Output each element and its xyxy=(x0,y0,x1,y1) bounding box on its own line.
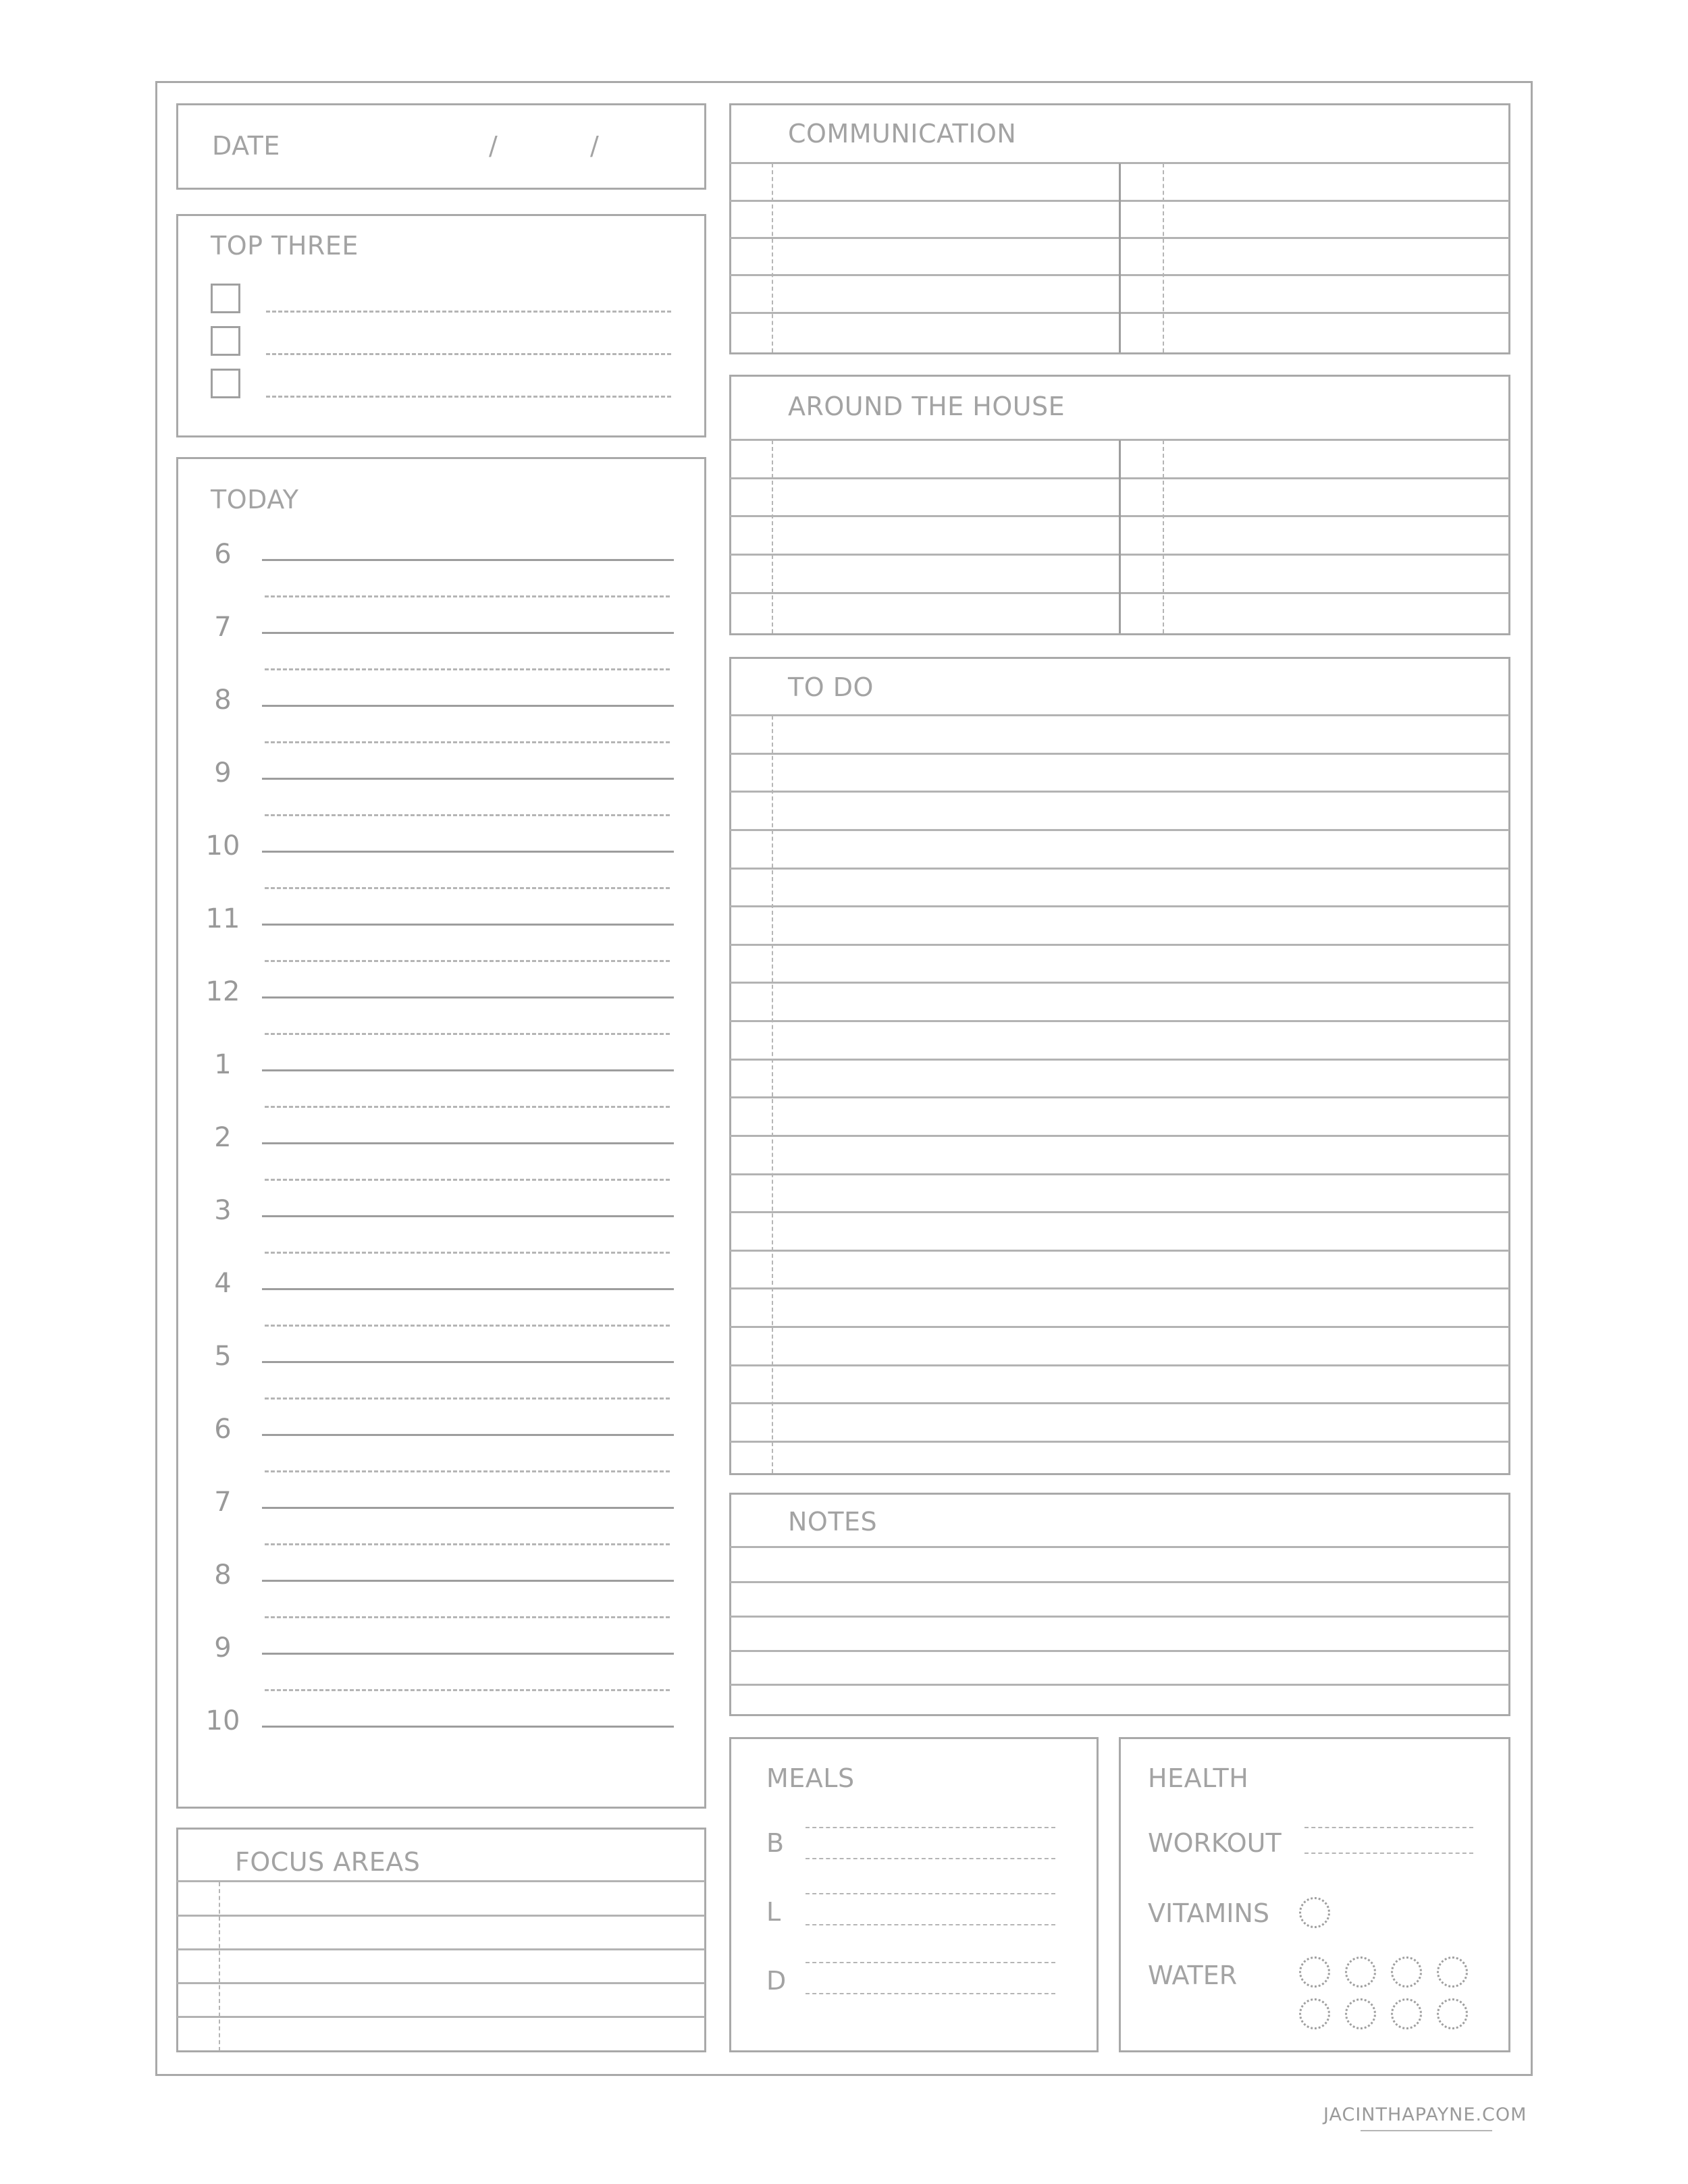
water-label: WATER xyxy=(1148,1961,1238,1990)
hour-line[interactable] xyxy=(262,632,674,634)
half-hour-line[interactable] xyxy=(265,1033,670,1035)
hour-line[interactable] xyxy=(262,1215,674,1217)
meal-lunch-label: L xyxy=(766,1897,781,1927)
todo-line[interactable] xyxy=(730,714,1509,716)
margin-line xyxy=(1163,440,1164,633)
margin-line xyxy=(772,163,773,352)
todo-line[interactable] xyxy=(730,1326,1509,1328)
hour-label: 3 xyxy=(214,1195,232,1226)
half-hour-line[interactable] xyxy=(265,1325,670,1327)
hour-line[interactable] xyxy=(262,705,674,707)
water-circle[interactable] xyxy=(1345,1998,1376,2029)
date-box xyxy=(176,103,706,190)
meals-title: MEALS xyxy=(766,1763,855,1793)
hour-label: 2 xyxy=(214,1122,232,1153)
hour-label: 8 xyxy=(214,685,232,716)
hour-line[interactable] xyxy=(262,1434,674,1436)
half-hour-line[interactable] xyxy=(265,814,670,816)
date-separator: / xyxy=(590,131,600,161)
hour-label: 4 xyxy=(214,1268,232,1299)
margin-line xyxy=(772,440,773,633)
half-hour-line[interactable] xyxy=(265,1470,670,1472)
water-circle[interactable] xyxy=(1391,1998,1422,2029)
notes-line[interactable] xyxy=(730,1650,1509,1652)
todo-line[interactable] xyxy=(730,1173,1509,1175)
todo-line[interactable] xyxy=(730,1250,1509,1252)
meal-lunch-line[interactable] xyxy=(806,1893,1055,1894)
focus-area-line[interactable] xyxy=(177,1948,705,1950)
vitamins-label: VITAMINS xyxy=(1148,1898,1269,1928)
water-circle[interactable] xyxy=(1345,1956,1376,1988)
todo-box xyxy=(729,657,1510,1475)
hour-label: 1 xyxy=(214,1049,232,1080)
hour-line[interactable] xyxy=(262,1288,674,1290)
todo-line[interactable] xyxy=(730,1211,1509,1213)
workout-line[interactable] xyxy=(1304,1827,1473,1828)
hour-line[interactable] xyxy=(262,996,674,998)
todo-line[interactable] xyxy=(730,905,1509,907)
hour-line[interactable] xyxy=(262,1726,674,1728)
todo-line[interactable] xyxy=(730,1096,1509,1098)
water-circle[interactable] xyxy=(1299,1998,1330,2029)
column-divider xyxy=(1119,163,1121,352)
hour-label: 7 xyxy=(214,1487,232,1518)
workout-line[interactable] xyxy=(1304,1853,1473,1854)
top-three-checkbox[interactable] xyxy=(211,326,240,356)
half-hour-line[interactable] xyxy=(265,1543,670,1545)
hour-line[interactable] xyxy=(262,559,674,561)
hour-line[interactable] xyxy=(262,1507,674,1509)
hour-label: 9 xyxy=(214,757,232,789)
hour-line[interactable] xyxy=(262,1580,674,1582)
half-hour-line[interactable] xyxy=(265,668,670,670)
hour-label: 8 xyxy=(214,1560,232,1591)
focus-area-line[interactable] xyxy=(177,2016,705,2018)
margin-line xyxy=(1163,163,1164,352)
todo-line[interactable] xyxy=(730,1020,1509,1022)
todo-line[interactable] xyxy=(730,1135,1509,1137)
notes-title: NOTES xyxy=(788,1507,878,1537)
water-circle[interactable] xyxy=(1437,1956,1468,1988)
half-hour-line[interactable] xyxy=(265,1616,670,1618)
notes-line[interactable] xyxy=(730,1546,1509,1548)
half-hour-line[interactable] xyxy=(265,1252,670,1254)
focus-area-line[interactable] xyxy=(177,1915,705,1917)
notes-line[interactable] xyxy=(730,1616,1509,1618)
water-circle[interactable] xyxy=(1391,1956,1422,1988)
hour-label: 11 xyxy=(205,903,240,934)
around-the-house-title: AROUND THE HOUSE xyxy=(788,392,1065,421)
hour-label: 6 xyxy=(214,539,232,570)
half-hour-line[interactable] xyxy=(265,887,670,889)
half-hour-line[interactable] xyxy=(265,1179,670,1181)
focus-area-line[interactable] xyxy=(177,1982,705,1984)
date-separator: / xyxy=(489,131,498,161)
meal-lunch-line[interactable] xyxy=(806,1924,1055,1925)
top-three-checkbox[interactable] xyxy=(211,284,240,313)
top-three-line[interactable] xyxy=(266,396,671,398)
top-three-checkbox[interactable] xyxy=(211,369,240,398)
todo-line[interactable] xyxy=(730,1287,1509,1289)
footer-underline xyxy=(1361,2130,1492,2131)
top-three-title: TOP THREE xyxy=(211,231,359,261)
focus-areas-box xyxy=(176,1828,706,2052)
meal-breakfast-line[interactable] xyxy=(806,1827,1055,1828)
todo-line[interactable] xyxy=(730,791,1509,793)
hour-label: 7 xyxy=(214,612,232,643)
half-hour-line[interactable] xyxy=(265,1397,670,1400)
half-hour-line[interactable] xyxy=(265,1689,670,1691)
todo-line[interactable] xyxy=(730,1441,1509,1443)
meals-box xyxy=(729,1737,1099,2052)
todo-line[interactable] xyxy=(730,1059,1509,1061)
notes-box xyxy=(729,1493,1510,1716)
todo-line[interactable] xyxy=(730,829,1509,831)
water-circle[interactable] xyxy=(1437,1998,1468,2029)
top-three-box xyxy=(176,214,706,437)
focus-areas-title: FOCUS AREAS xyxy=(235,1847,421,1877)
todo-line[interactable] xyxy=(730,1402,1509,1404)
focus-area-line[interactable] xyxy=(177,1880,705,1882)
hour-label: 10 xyxy=(205,1705,240,1736)
todo-line[interactable] xyxy=(730,1364,1509,1366)
notes-line[interactable] xyxy=(730,1581,1509,1583)
top-three-line[interactable] xyxy=(266,311,671,313)
meal-dinner-line[interactable] xyxy=(806,1962,1055,1963)
todo-line[interactable] xyxy=(730,944,1509,946)
health-title: HEALTH xyxy=(1148,1763,1249,1793)
hour-label: 5 xyxy=(214,1341,232,1372)
hour-line[interactable] xyxy=(262,1361,674,1363)
meal-breakfast-label: B xyxy=(766,1828,785,1858)
todo-line[interactable] xyxy=(730,868,1509,870)
todo-line[interactable] xyxy=(730,753,1509,755)
focus-areas-margin xyxy=(219,1882,220,2051)
hour-label: 9 xyxy=(214,1632,232,1663)
hour-line[interactable] xyxy=(262,1069,674,1071)
hour-line[interactable] xyxy=(262,1653,674,1655)
footer-site[interactable]: JACINTHAPAYNE.COM xyxy=(1323,2104,1527,2125)
today-title: TODAY xyxy=(211,485,299,514)
half-hour-line[interactable] xyxy=(265,1106,670,1108)
column-divider xyxy=(1119,440,1121,633)
meal-breakfast-line[interactable] xyxy=(806,1858,1055,1859)
vitamin-circle[interactable] xyxy=(1299,1897,1330,1928)
workout-label: WORKOUT xyxy=(1148,1828,1282,1858)
hour-line[interactable] xyxy=(262,1142,674,1144)
half-hour-line[interactable] xyxy=(265,960,670,962)
half-hour-line[interactable] xyxy=(265,595,670,597)
hour-label: 6 xyxy=(214,1414,232,1445)
health-box xyxy=(1119,1737,1510,2052)
todo-margin-line xyxy=(772,716,773,1473)
todo-line[interactable] xyxy=(730,982,1509,984)
todo-title: TO DO xyxy=(788,672,874,702)
communication-title: COMMUNICATION xyxy=(788,119,1017,149)
hour-line[interactable] xyxy=(262,778,674,780)
meal-dinner-label: D xyxy=(766,1966,787,1996)
notes-line[interactable] xyxy=(730,1684,1509,1686)
hour-label: 10 xyxy=(205,830,240,861)
top-three-line[interactable] xyxy=(266,353,671,355)
hour-label: 12 xyxy=(205,976,240,1007)
hour-line[interactable] xyxy=(262,924,674,926)
water-circle[interactable] xyxy=(1299,1956,1330,1988)
half-hour-line[interactable] xyxy=(265,741,670,743)
hour-line[interactable] xyxy=(262,851,674,853)
date-label: DATE xyxy=(212,131,280,161)
meal-dinner-line[interactable] xyxy=(806,1993,1055,1994)
today-box xyxy=(176,457,706,1809)
